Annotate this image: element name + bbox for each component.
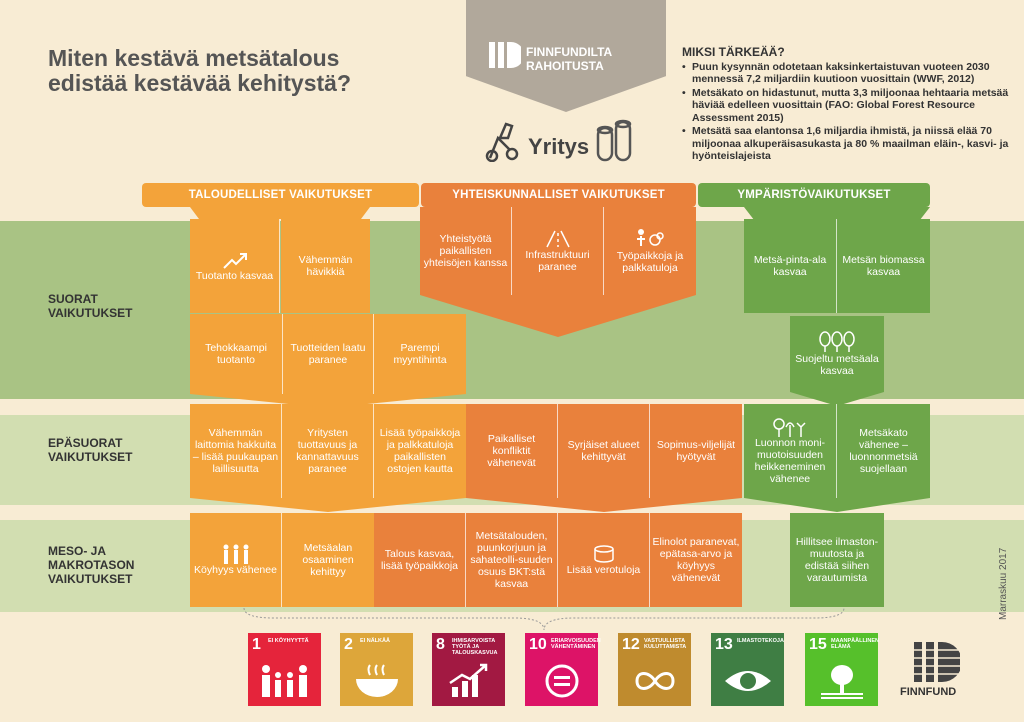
cell-tehokkaampi: Tehokkaampi tuotanto [190,314,283,394]
indirect-social-tip [466,498,742,512]
finnfund-wordmark: FINNFUND [900,686,957,698]
cell-ilmastonmuutos: Hillitsee ilmaston-muutosta ja edistää siihen varautumista [790,513,884,607]
harvester-icon [482,118,524,162]
family-icon [260,663,310,699]
coins-icon [592,544,616,564]
cell-infrastruktuuri: Infrastruktuuri paranee [512,207,604,295]
tree-birds-icon [817,663,867,699]
company-label: Yritys [528,134,590,159]
row-label-indirect: EPÄSUORAT VAIKUTUKSET [48,436,133,464]
equality-icon [537,663,587,699]
sdg-2: 2 EI NÄLKÄÄ [340,633,413,706]
environmental-direct-block [744,207,930,219]
date-label: Marraskuu 2017 [998,547,1009,620]
row-label-direct: SUORAT VAIKUTUKSET [48,292,133,320]
cell-biomassa: Metsän biomassa kasvaa [837,219,930,313]
cell-konfliktit: Paikalliset konfliktit vähenevät [466,404,558,498]
cell-koyhyys: Köyhyys vähenee [190,513,282,607]
sdg-10: 10 ERIARVOISUUDEN VÄHENTÄMINEN [525,633,598,706]
cell-tuotanto: Tuotanto kasvaa [190,219,280,313]
cell-sopimusviljelijat: Sopimus-viljelijät hyötyvät [650,404,742,498]
eye-globe-icon [723,663,773,699]
header-social: YHTEISKUNNALLISET VAIKUTUKSET [421,183,696,207]
row-label-macro: MESO- JA MAKROTASON VAIKUTUKSET [48,544,135,586]
funding-label: FINNFUNDILTA RAHOITUSTA [526,45,613,73]
why-heading: MIKSI TÄRKEÄÄ? [682,45,785,59]
economic-direct-block [190,207,370,219]
growth-chart-icon [444,663,494,699]
sdg-8: 8 IHMISARVOISTA TYÖTÄ JA TALOUSKASVUA [432,633,505,706]
cell-paikalliset-ostot: Lisää työpaikkoja ja palkkatuloja paikallisten ostojen kautta [374,404,466,498]
cell-syrjaiset-alueet: Syrjäiset alueet kehittyvät [558,404,650,498]
sdg-13: 13 ILMASTOTEKOJA [711,633,784,706]
cell-talous-kasvaa: Talous kasvaa, lisää työpaikkoja [374,513,466,607]
cell-laatu: Tuotteiden laatu paranee [283,314,374,394]
people-icon [221,544,251,564]
sdg-15: 15 MAANPÄÄLLINEN ELÄMÄ [805,633,878,706]
page-title: Miten kestävä metsätalous edistää kestävää kehitystä? [48,45,352,96]
cell-laittomat-hakkuut: Vähemmän laittomia hakkuita – lisää puukaupan laillisuutta [190,404,282,498]
cell-monimuotoisuus: Luonnon moni-muotoisuuden heikkeneminen vähenee [744,404,837,498]
trees-icon [818,331,856,353]
indirect-economic-tip [190,498,466,512]
why-important-box [682,46,1012,164]
finnfund-logo-icon [489,40,521,70]
header-economic: TALOUDELLISET VAIKUTUKSET [142,183,419,207]
road-icon [545,229,571,249]
cell-metsapinta-ala: Metsä-pinta-ala kasvaa [744,219,837,313]
cell-yhteistyo: Yhteistyötä paikallisten yhteisöjen kanssa [420,207,512,295]
cell-vahemman-havikkia: Vähemmän hävikkiä [281,219,370,313]
logs-icon [596,118,636,164]
worker-coins-icon [635,228,665,250]
why-bullet: • Metsätä saa elantonsa 1,6 miljardia ihmistä, ja niissä elää 70 miljoonaa alkuperäisasukasta ja 80 % maailman eläin-, kasvi- ja hyönteislajeista [682,125,1012,163]
cell-myyntihinta: Parempi myyntihinta [374,314,466,394]
cell-tyopaikkoja: Työpaikkoja ja palkkatuloja [604,207,696,295]
cell-metsakato: Metsäkato vähenee – luonnonmetsiä suojellaan [837,404,930,498]
cell-verotulot: Lisää verotuloja [558,513,650,607]
why-bullet: • Puun kysynnän odotetaan kaksinkertaistuvan vuoteen 2030 mennessä 7,2 miljardiin kuutioon vuosittain (WWF, 2012) [682,61,1012,86]
header-environmental: YMPÄRISTÖVAIKUTUKSET [698,183,930,207]
cell-tuottavuus: Yritysten tuottavuus ja kannattavuus paranee [282,404,374,498]
cell-elinolot: Elinolot paranevat, epätasa-arvo ja köyhyys vähenevät [650,513,742,607]
infinity-icon [630,663,680,699]
sdg-12: 12 VASTUULLISTA KULUTTAMISTA [618,633,691,706]
growth-arrow-icon [222,250,248,270]
indirect-environmental-tip [744,498,930,512]
flowers-icon [772,417,808,437]
sdg-1: 1 EI KÖYHYYTTÄ [248,633,321,706]
bowl-icon [352,663,402,699]
cell-suojeltu: Suojeltu metsäala kasvaa [790,316,884,392]
cell-osaaminen: Metsäalan osaaminen kehittyy [282,513,374,607]
cell-bkt-osuus: Metsätalouden, puunkorjuun ja sahateolli-suuden osuus BKT:stä kasvaa [466,513,558,607]
why-bullet: • Metsäkato on hidastunut, mutta 3,3 miljoonaa hehtaaria metsää häviää edelleen vuosittain (FAO: Global Forest Resource Assessment 2015) [682,87,1012,125]
sdg-bracket [240,608,850,632]
finnfund-bottom-logo-icon [914,640,960,684]
